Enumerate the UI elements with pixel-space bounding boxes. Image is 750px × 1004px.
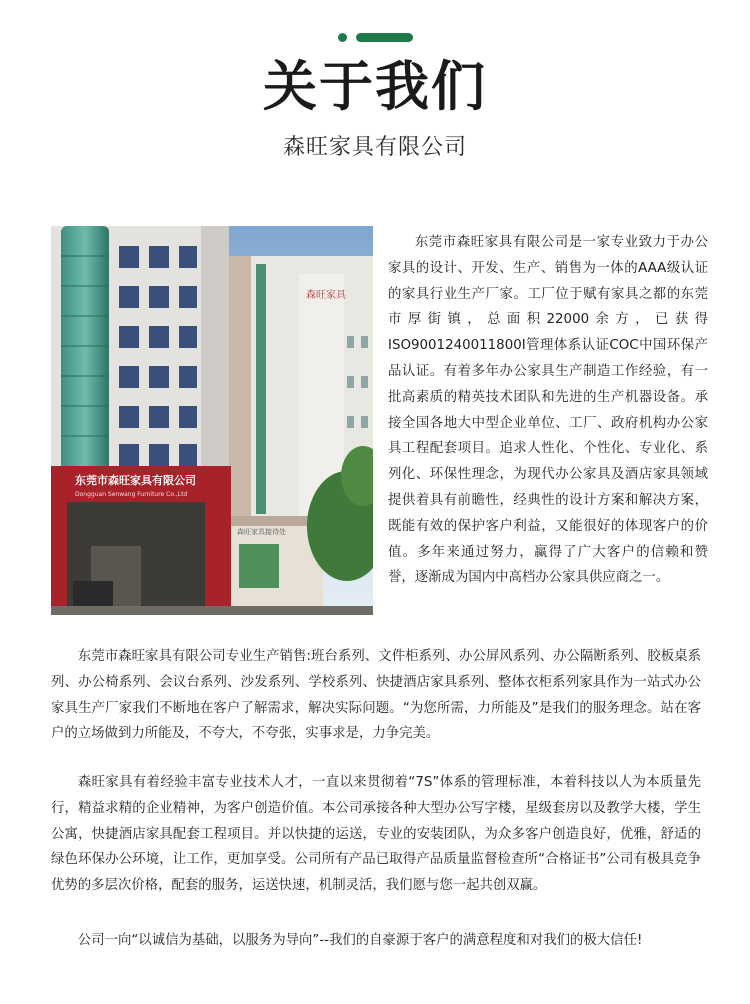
products-paragraph: 东莞市森旺家具有限公司专业生产销售:班台系列、文件柜系列、办公屏风系列、办公隔断系列、胶板桌系列、办公椅系列、会议台系列、沙发系列、学校系列、快捷酒店家具系列、整体衣柜系列家具作为一站式办公家具生产厂家我们不断地在客户了解需求，解决实际问题。“为您所需，力所能及”是我们的服务理念。站在客户的立场做到力所能及，不夸大，不夸张，实事求是，力争完美。 — [51, 649, 701, 742]
company-name: 森旺家具有限公司 — [282, 135, 467, 160]
company-building-photo — [51, 226, 373, 615]
motto-paragraph: 公司一向“以诚信为基础，以服务为导向”--我们的自豪源于客户的满意程度和对我们的极大信任! — [77, 933, 643, 948]
decoration-dot — [338, 33, 347, 42]
reception-sign: 森旺家具接待处 — [237, 528, 286, 536]
decoration-bar — [356, 33, 413, 42]
rooftop-sign: 森旺家具 — [306, 290, 346, 301]
team-paragraph: 森旺家具有着经验丰富专业技术人才，一直以来贯彻着“7S”体系的管理标准，本着科技以人为本质量先行，精益求精的企业精神，为客户创造价值。本公司承接各种大型办公写字楼，星级套房以及教学大楼，学生公寓，快捷酒店家具配套工程项目。并以快捷的运送，专业的安装团队，为众多客户创造良好，优雅，舒适的绿色环保办公环境，让工作，更加享受。公司所有产品已取得产品质量监督检查所“合格证书”公司有极具竞争优势的多层次价格，配套的服务，运送快速，机制灵活，我们愿与您一起共创双赢。 — [51, 775, 701, 894]
gate-company-sign-en: Dongguan Senwang Furniture Co.,Ltd — [75, 491, 188, 498]
gate-company-sign: 东莞市森旺家具有限公司 — [75, 474, 196, 487]
page-title: 关于我们 — [263, 55, 487, 118]
intro-paragraph: 东莞市森旺家具有限公司是一家专业致力于办公家具的设计、开发、生产、销售为一体的AAA级认证的家具行业生产厂家。工厂位于赋有家具之都的东莞市厚街镇，总面积22000余方，已获得ISO9001240011800I管理体系认证COC中国环保产品认证。有着多年办公家具生产制造工作经验，有一批高素质的精英技术团队和先进的生产机器设备。承接全国各地大中型企业单位、工厂、政府机构办公家具工程配套项目。追求人性化、个性化、专业化、系列化、环保性理念，为现代办公家具及酒店家具领域提供着具有前瞻性，经典性的设计方案和解决方案，既能有效的保护客户利益，又能很好的体现客户的价值。多年来通过努力，赢得了广大客户的信赖和赞誉，逐渐成为国内中高档办公家具供应商之一。 — [388, 235, 708, 586]
